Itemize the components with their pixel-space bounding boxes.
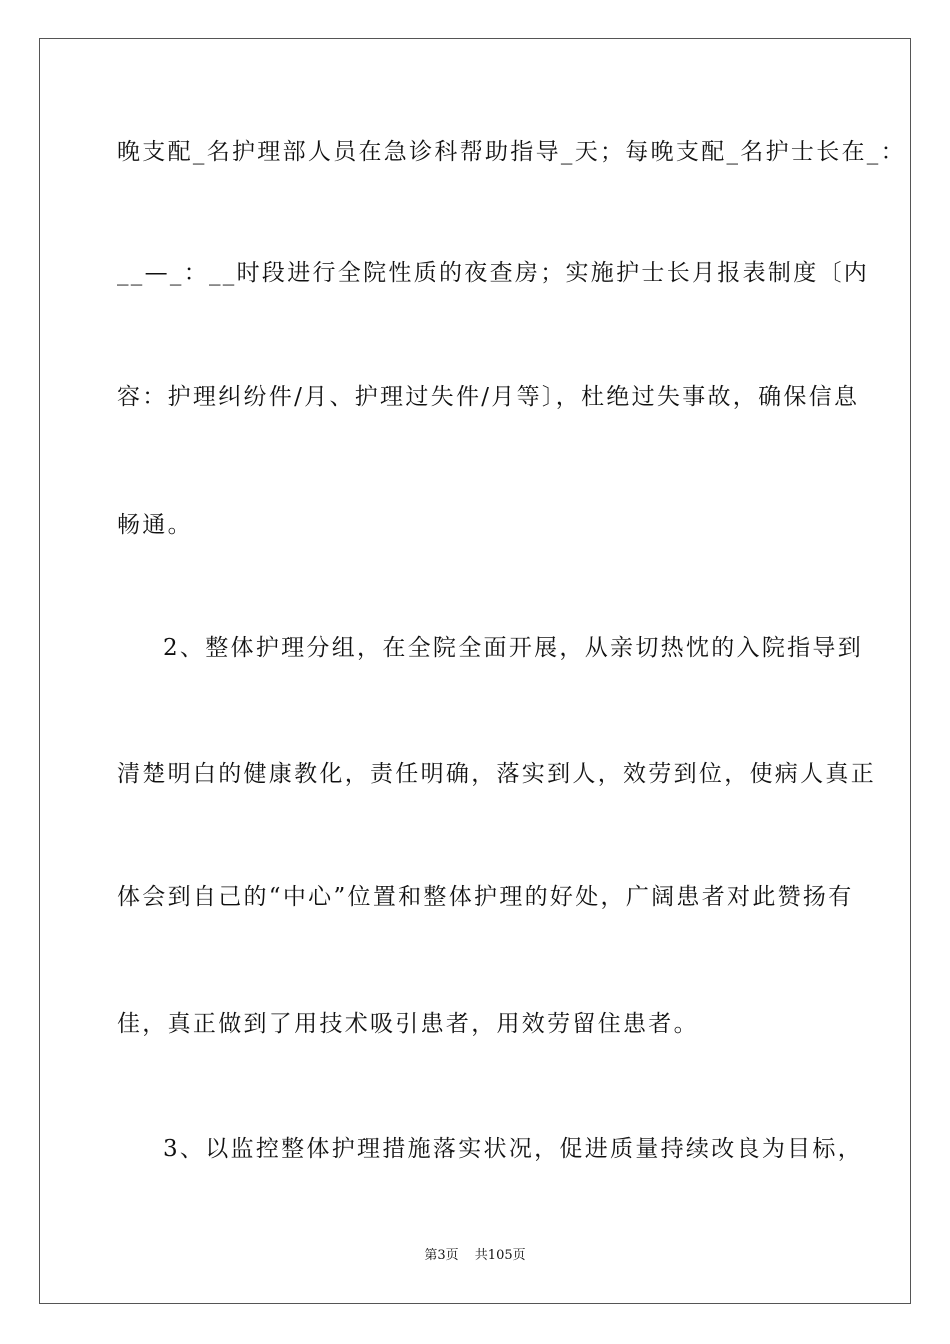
text-line-2: __—_：__时段进行全院性质的夜查房；实施护士长月报表制度〔内 xyxy=(117,260,870,286)
page-footer xyxy=(0,1244,950,1263)
text-line-4: 畅通。 xyxy=(117,512,193,538)
text-line-1: 晚支配_名护理部人员在急诊科帮助指导_天；每晚支配_名护士长在_： xyxy=(117,139,906,165)
paragraph-2-line-3: 体会到自己的“中心”位置和整体护理的好处，广阔患者对此赞扬有 xyxy=(117,884,854,910)
text-line-3: 容：护理纠纷件/月、护理过失件/月等〕，杜绝过失事故，确保信息 xyxy=(117,384,860,410)
paragraph-3-line-1: 3、以监控整体护理措施落实状况，促进质量持续改良为目标， xyxy=(163,1136,864,1162)
paragraph-2-line-4: 佳，真正做到了用技术吸引患者，用效劳留住患者。 xyxy=(117,1011,699,1037)
page-border xyxy=(39,38,911,1304)
paragraph-2-line-2: 清楚明白的健康教化，责任明确，落实到人，效劳到位，使病人真正 xyxy=(117,761,876,787)
page-total: 共105页 xyxy=(474,1248,526,1263)
paragraph-2-line-1: 2、整体护理分组，在全院全面开展，从亲切热忱的入院指导到 xyxy=(163,635,864,661)
page-number: 第3页 xyxy=(424,1248,459,1263)
